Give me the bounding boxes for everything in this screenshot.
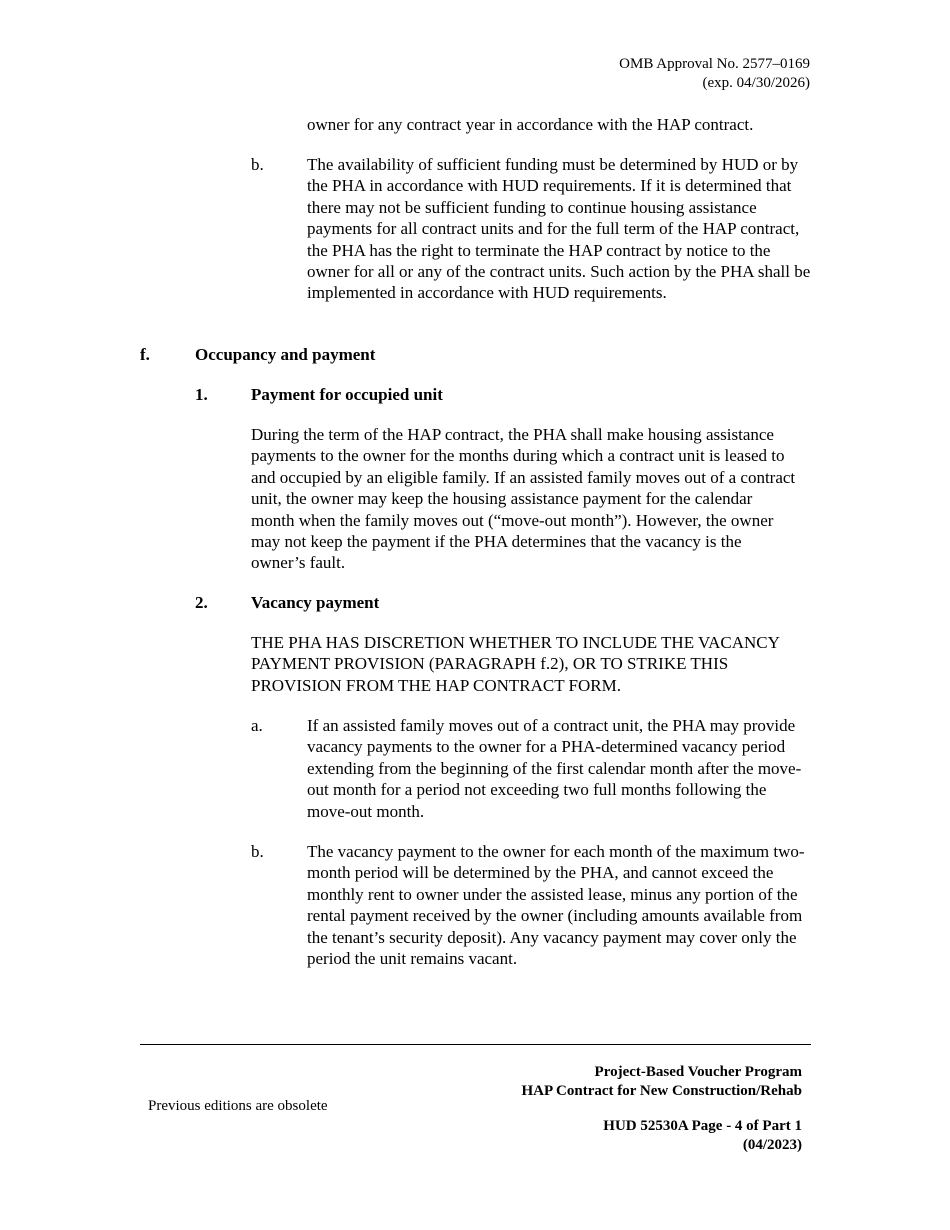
footer-program-block	[521, 1063, 802, 1101]
footer-divider	[140, 1044, 811, 1045]
item-label-2: 2.	[195, 593, 208, 612]
omb-approval	[619, 55, 810, 93]
footer-form-number: HUD 52530A Page - 4 of Part 1	[603, 1118, 802, 1134]
item-label-1: 1.	[195, 385, 208, 404]
omb-number: OMB Approval No. 2577–0169	[619, 56, 810, 72]
funding-paragraph: The availability of sufficient funding must be determined by HUD or by the PHA in accordance with HUD requirements. If it is determined that there may not be sufficient funding to continue housing assistance payments for all contract units and for the full term of the HAP contract, the PHA has the right to terminate the HAP contract by notice to the owner for all or any of the contract units. Such action by the PHA shall be implemented in accordance with HUD requirements.	[307, 155, 811, 303]
occupied-unit-paragraph: During the term of the HAP contract, the PHA shall make housing assistance payments to the owner for the months during which a contract unit is leased to and occupied by an eligible family. If an assisted family moves out of a contract unit, the owner may keep the housing assistance payment for the calendar month when the family moves out (“move-out month”). However, the owner may not keep the payment if the PHA determines that the vacancy is the owner’s fault.	[251, 425, 796, 573]
item-title-vacancy-payment: Vacancy payment	[251, 593, 380, 612]
discretion-notice: THE PHA HAS DISCRETION WHETHER TO INCLUDE THE VACANCY PAYMENT PROVISION (PARAGRAPH f.2), OR TO STRIKE THIS PROVISION FROM THE HAP CONTRACT FORM.	[251, 633, 780, 695]
continuation-text: owner for any contract year in accordance with the HAP contract.	[307, 115, 754, 134]
vacancy-a-paragraph: If an assisted family moves out of a contract unit, the PHA may provide vacancy payments to the owner for a PHA-determined vacancy period extending from the beginning of the first calendar month after the move-out month for a period not exceeding two full months following the move-out month.	[307, 716, 802, 821]
footer-form-date: (04/2023)	[742, 1137, 802, 1153]
footer-form-block	[603, 1117, 802, 1155]
vacancy-b-paragraph: The vacancy payment to the owner for each month of the maximum two-month period will be determined by the PHA, and cannot exceed the monthly rent to owner under the assisted lease, minus any portion of the rental payment received by the owner (including amounts available from the tenant’s security deposit). Any vacancy payment may cover only the period the unit remains vacant.	[307, 842, 805, 969]
item-label-e-b: b.	[251, 155, 264, 174]
section-label-f: f.	[140, 345, 150, 364]
footer-contract: HAP Contract for New Construction/Rehab	[521, 1083, 802, 1099]
item-label-2a: a.	[251, 716, 263, 735]
item-title-occupied-unit: Payment for occupied unit	[251, 385, 443, 404]
item-label-2b: b.	[251, 842, 264, 861]
footer-obsolete-note: Previous editions are obsolete	[148, 1098, 328, 1114]
section-title-occupancy: Occupancy and payment	[195, 345, 376, 364]
omb-expiration: (exp. 04/30/2026)	[702, 75, 810, 91]
footer-program: Project-Based Voucher Program	[594, 1064, 802, 1080]
